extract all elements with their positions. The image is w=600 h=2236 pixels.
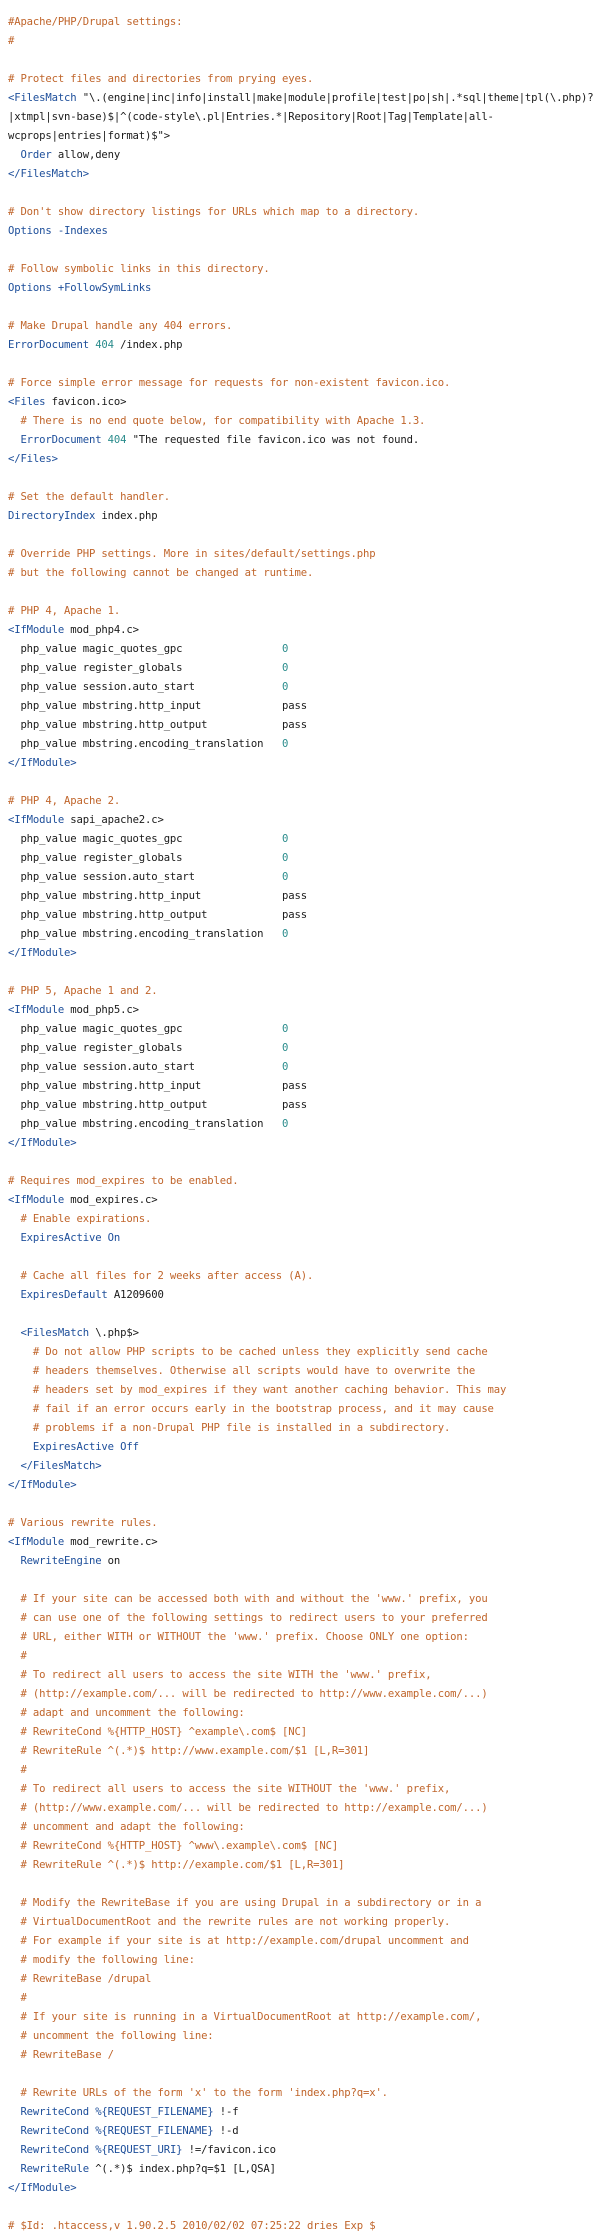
comment-token: # fail if an error occurs early in the bootstrap process, and it may cause (8, 1403, 494, 1415)
comment-token: # Force simple error message for requests for non-existent favicon.ico. (8, 377, 451, 389)
tag-token: </IfModule> (8, 2182, 77, 2194)
comment-token: # headers set by mod_expires if they want another caching behavior. This may (8, 1384, 507, 1396)
code-line (8, 2217, 592, 2236)
directive-token: RewriteCond (8, 2106, 89, 2118)
comment-token: # There is no end quote below, for compatibility with Apache 1.3. (8, 415, 426, 427)
text-token: mod_php4.c> (64, 624, 139, 636)
tag-token: <IfModule (8, 1194, 65, 1206)
code-line (8, 1913, 592, 1932)
tag-token: </IfModule> (8, 1137, 77, 1149)
directive-token: %{REQUEST_FILENAME} (95, 2106, 214, 2118)
code-line (8, 868, 592, 887)
code-line (8, 1343, 592, 1362)
text-token: php_value mbstring.http_output pass (8, 1099, 307, 1111)
code-line (8, 1533, 592, 1552)
comment-token: # can use one of the following settings to redirect users to your preferred (8, 1612, 488, 1624)
code-line (8, 811, 592, 830)
directive-token: Off (120, 1441, 139, 1453)
blank-line (8, 526, 592, 545)
comment-token: # uncomment the following line: (8, 2030, 214, 2042)
blank-line (8, 1875, 592, 1894)
comment-token: # headers themselves. Otherwise all scripts would have to overwrite the (8, 1365, 476, 1377)
code-line (8, 640, 592, 659)
comment-token: #Apache/PHP/Drupal settings: (8, 16, 183, 28)
code-line (8, 1856, 592, 1875)
code-line (8, 678, 592, 697)
text-token: php_value mbstring.http_input pass (8, 890, 307, 902)
code-line (8, 830, 592, 849)
code-line (8, 1799, 592, 1818)
code-line (8, 32, 592, 51)
text-token: php_value mbstring.http_input pass (8, 1080, 307, 1092)
code-line (8, 1115, 592, 1134)
comment-token: # RewriteCond %{HTTP_HOST} ^www\.example\.com$ [NC] (8, 1840, 339, 1852)
comment-token: # Set the default handler. (8, 491, 170, 503)
code-line (8, 146, 592, 165)
tag-token: </FilesMatch> (8, 1460, 102, 1472)
blank-line (8, 355, 592, 374)
code-line (8, 754, 592, 773)
code-line (8, 1951, 592, 1970)
code-line (8, 317, 592, 336)
code-line (8, 1362, 592, 1381)
code-line (8, 1286, 592, 1305)
comment-token: # (http://www.example.com/... will be redirected to http://example.com/...) (8, 1802, 488, 1814)
directive-token: DirectoryIndex (8, 510, 96, 522)
code-line (8, 1970, 592, 1989)
text-token: \.php$> (88, 1327, 139, 1339)
comment-token: # PHP 4, Apache 1. (8, 605, 121, 617)
directive-token: RewriteRule (8, 2163, 89, 2175)
code-line (8, 716, 592, 735)
text-token: php_value mbstring.http_output pass (8, 909, 307, 921)
number-token: 0 (282, 1061, 289, 1073)
code-line (8, 1723, 592, 1742)
comment-token: # Protect files and directories from prying eyes. (8, 73, 314, 85)
text-token: php_value register_globals (8, 1042, 283, 1054)
text-token: mod_expires.c> (64, 1194, 158, 1206)
code-line (8, 2103, 592, 2122)
directive-token: ExpiresActive (8, 1441, 114, 1453)
tag-token: <IfModule (8, 1004, 65, 1016)
blank-line (8, 1571, 592, 1590)
directive-token: Options (8, 282, 52, 294)
comment-token: # Follow symbolic links in this directory. (8, 263, 270, 275)
blank-line (8, 469, 592, 488)
code-line (8, 925, 592, 944)
comment-token: # (8, 1764, 27, 1776)
comment-token: # RewriteBase / (8, 2049, 114, 2061)
directive-token: RewriteCond (8, 2125, 89, 2137)
code-line (8, 1058, 592, 1077)
directive-token: ExpiresActive (8, 1232, 102, 1244)
number-token: 0 (282, 1042, 289, 1054)
text-token: ^(.*)$ index.php?q=$1 [L,QSA] (88, 2163, 276, 2175)
code-line (8, 127, 592, 146)
comment-token: # (8, 1650, 27, 1662)
code-line (8, 1229, 592, 1248)
code-line (8, 412, 592, 431)
text-token: A1209600 (107, 1289, 164, 1301)
code-line (8, 2027, 592, 2046)
code-line (8, 1514, 592, 1533)
tag-token: <IfModule (8, 814, 65, 826)
tag-token: <FilesMatch (8, 92, 77, 104)
comment-token: # Do not allow PHP scripts to be cached unless they explicitly send cache (8, 1346, 488, 1358)
code-line (8, 1552, 592, 1571)
comment-token: # adapt and uncomment the following: (8, 1707, 245, 1719)
comment-token: # problems if a non-Drupal PHP file is installed in a subdirectory. (8, 1422, 451, 1434)
blank-line (8, 1248, 592, 1267)
code-line (8, 1039, 592, 1058)
comment-token: # Don't show directory listings for URLs which map to a directory. (8, 206, 420, 218)
text-token: sapi_apache2.c> (64, 814, 164, 826)
text-token: php_value mbstring.encoding_translation (8, 738, 283, 750)
code-line (8, 602, 592, 621)
code-line (8, 488, 592, 507)
comment-token: # If your site is running in a VirtualDocumentRoot at http://example.com/, (8, 2011, 482, 2023)
text-token: php_value register_globals (8, 852, 283, 864)
text-token: php_value mbstring.encoding_translation (8, 1118, 283, 1130)
code-line (8, 1267, 592, 1286)
directive-token: Order (8, 149, 52, 161)
comment-token: # Make Drupal handle any 404 errors. (8, 320, 233, 332)
code-line (8, 621, 592, 640)
tag-token: <Files (8, 396, 46, 408)
comment-token: # If your site can be accessed both with and without the 'www.' prefix, you (8, 1593, 488, 1605)
code-line (8, 1780, 592, 1799)
directive-token: ErrorDocument (8, 434, 102, 446)
code-line (8, 944, 592, 963)
text-token: "The requested file favicon.ico was not found. (126, 434, 420, 446)
code-line (8, 1476, 592, 1495)
blank-line (8, 963, 592, 982)
code-line (8, 697, 592, 716)
code-line (8, 1381, 592, 1400)
text-token: php_value mbstring.http_output pass (8, 719, 307, 731)
text-token: allow,deny (51, 149, 121, 161)
text-token: php_value mbstring.encoding_translation (8, 928, 283, 940)
code-line (8, 2008, 592, 2027)
code-line (8, 1324, 592, 1343)
comment-token: # RewriteRule ^(.*)$ http://example.com/$1 [L,R=301] (8, 1859, 345, 1871)
text-token: favicon.ico> (45, 396, 127, 408)
directive-token: RewriteEngine (8, 1555, 102, 1567)
directive-token: ExpiresDefault (8, 1289, 108, 1301)
comment-token: # RewriteRule ^(.*)$ http://www.example.com/$1 [L,R=301] (8, 1745, 370, 1757)
blank-line (8, 298, 592, 317)
code-line (8, 564, 592, 583)
number-token: 404 (95, 339, 114, 351)
code-line (8, 13, 592, 32)
comment-token: # URL, either WITH or WITHOUT the 'www.' prefix. Choose ONLY one option: (8, 1631, 469, 1643)
comment-token: # modify the following line: (8, 1954, 195, 1966)
code-line (8, 165, 592, 184)
comment-token: # but the following cannot be changed at runtime. (8, 567, 314, 579)
code-line (8, 260, 592, 279)
code-line (8, 1761, 592, 1780)
tag-token: <IfModule (8, 1536, 65, 1548)
blank-line (8, 51, 592, 70)
blank-line (8, 241, 592, 260)
text-token: "\.(engine|inc|info|install|make|module|profile|test|po|sh|.*sql|theme|tpl(\.php)? (76, 92, 594, 104)
comment-token: # PHP 5, Apache 1 and 2. (8, 985, 158, 997)
code-line (8, 1818, 592, 1837)
blank-line (8, 184, 592, 203)
code-line (8, 2084, 592, 2103)
tag-token: </IfModule> (8, 1479, 77, 1491)
directive-token: On (107, 1232, 121, 1244)
comment-token: # (8, 1992, 27, 2004)
comment-token: # Requires mod_expires to be enabled. (8, 1175, 239, 1187)
code-line (8, 336, 592, 355)
comment-token: # To redirect all users to access the site WITHOUT the 'www.' prefix, (8, 1783, 451, 1795)
code-line (8, 1191, 592, 1210)
code-line (8, 1932, 592, 1951)
blank-line (8, 1153, 592, 1172)
text-token: php_value magic_quotes_gpc (8, 643, 283, 655)
code-line (8, 393, 592, 412)
code-line (8, 1001, 592, 1020)
comment-token: # Enable expirations. (8, 1213, 152, 1225)
blank-line (8, 2065, 592, 2084)
code-line (8, 108, 592, 127)
code-line (8, 2046, 592, 2065)
number-token: 0 (282, 738, 289, 750)
code-line (8, 1685, 592, 1704)
code-line (8, 2122, 592, 2141)
code-line (8, 1400, 592, 1419)
comment-token: # (8, 35, 15, 47)
code-line (8, 1647, 592, 1666)
code-line (8, 792, 592, 811)
text-token: |xtmpl|svn-base)$|^(code-style\.pl|Entries.*|Repository|Root|Tag|Template|all- (8, 111, 494, 123)
tag-token: </IfModule> (8, 757, 77, 769)
code-line (8, 1134, 592, 1153)
comment-token: # Rewrite URLs of the form 'x' to the form 'index.php?q=x'. (8, 2087, 388, 2099)
tag-token: <FilesMatch (8, 1327, 89, 1339)
text-token: !-f (213, 2106, 239, 2118)
text-token: php_value magic_quotes_gpc (8, 1023, 283, 1035)
comment-token: # Modify the RewriteBase if you are using Drupal in a subdirectory or in a (8, 1897, 482, 1909)
text-token: mod_rewrite.c> (64, 1536, 158, 1548)
comment-token: # $Id: .htaccess,v 1.90.2.5 2010/02/02 07:25:22 dries Exp $ (8, 2220, 376, 2232)
directive-token: +FollowSymLinks (57, 282, 152, 294)
number-token: 0 (282, 833, 289, 845)
code-line (8, 1210, 592, 1229)
code-line (8, 279, 592, 298)
code-line (8, 1628, 592, 1647)
text-token: php_value session.auto_start (8, 871, 283, 883)
comment-token: # Override PHP settings. More in sites/default/settings.php (8, 548, 376, 560)
code-line (8, 70, 592, 89)
tag-token: </FilesMatch> (8, 168, 89, 180)
code-line (8, 735, 592, 754)
text-token: !=/favicon.ico (182, 2144, 276, 2156)
text-token: php_value register_globals (8, 662, 283, 674)
text-token: php_value magic_quotes_gpc (8, 833, 283, 845)
code-line (8, 1077, 592, 1096)
comment-token: # uncomment and adapt the following: (8, 1821, 245, 1833)
number-token: 0 (282, 871, 289, 883)
comment-token: # Various rewrite rules. (8, 1517, 158, 1529)
code-line (8, 849, 592, 868)
code-line (8, 2179, 592, 2198)
code-line (8, 1438, 592, 1457)
blank-line (8, 773, 592, 792)
code-line (8, 1590, 592, 1609)
number-token: 0 (282, 1023, 289, 1035)
text-token: wcprops|entries|format)$"> (8, 130, 170, 142)
code-line (8, 1172, 592, 1191)
number-token: 0 (282, 643, 289, 655)
tag-token: </IfModule> (8, 947, 77, 959)
code-line (8, 1894, 592, 1913)
code-line (8, 1020, 592, 1039)
comment-token: # To redirect all users to access the site WITH the 'www.' prefix, (8, 1669, 432, 1681)
directive-token: Options (8, 225, 52, 237)
code-line (8, 203, 592, 222)
text-token: php_value session.auto_start (8, 1061, 283, 1073)
comment-token: # For example if your site is at http://example.com/drupal uncomment and (8, 1935, 469, 1947)
code-line (8, 2141, 592, 2160)
directive-token: RewriteCond (8, 2144, 89, 2156)
tag-token: <IfModule (8, 624, 65, 636)
text-token: php_value mbstring.http_input pass (8, 700, 307, 712)
text-token: mod_php5.c> (64, 1004, 139, 1016)
comment-token: # PHP 4, Apache 2. (8, 795, 121, 807)
number-token: 404 (107, 434, 127, 446)
directive-token: -Indexes (57, 225, 108, 237)
code-line (8, 982, 592, 1001)
number-token: 0 (282, 928, 289, 940)
text-token: !-d (213, 2125, 239, 2137)
code-line (8, 1704, 592, 1723)
blank-line (8, 2198, 592, 2217)
number-token: 0 (282, 852, 289, 864)
comment-token: # RewriteCond %{HTTP_HOST} ^example\.com$ [NC] (8, 1726, 307, 1738)
comment-token: # Cache all files for 2 weeks after access (A). (8, 1270, 314, 1282)
code-line (8, 89, 592, 108)
code-line (8, 659, 592, 678)
text-token: index.php (95, 510, 158, 522)
text-token: on (101, 1555, 121, 1567)
directive-token: ErrorDocument (8, 339, 89, 351)
code-line (8, 222, 592, 241)
code-line (8, 2160, 592, 2179)
code-line (8, 450, 592, 469)
code-line (8, 1419, 592, 1438)
tag-token: </Files> (8, 453, 58, 465)
code-line (8, 507, 592, 526)
number-token: 0 (282, 662, 289, 674)
comment-token: # VirtualDocumentRoot and the rewrite rules are not working properly. (8, 1916, 451, 1928)
text-token: /index.php (113, 339, 183, 351)
code-line (8, 1609, 592, 1628)
code-line (8, 1742, 592, 1761)
code-line (8, 545, 592, 564)
directive-token: %{REQUEST_URI} (95, 2144, 183, 2156)
text-token: php_value session.auto_start (8, 681, 283, 693)
blank-line (8, 583, 592, 602)
code-line (8, 374, 592, 393)
code-line (8, 1837, 592, 1856)
code-line (8, 1666, 592, 1685)
code-line (8, 1457, 592, 1476)
number-token: 0 (282, 1118, 289, 1130)
code-line (8, 431, 592, 450)
blank-line (8, 1495, 592, 1514)
code-line (8, 1096, 592, 1115)
blank-line (8, 1305, 592, 1324)
comment-token: # (http://example.com/... will be redirected to http://www.example.com/...) (8, 1688, 488, 1700)
code-line (8, 887, 592, 906)
comment-token: # RewriteBase /drupal (8, 1973, 152, 1985)
code-line (8, 1989, 592, 2008)
code-line (8, 906, 592, 925)
number-token: 0 (282, 681, 289, 693)
directive-token: %{REQUEST_FILENAME} (95, 2125, 214, 2137)
